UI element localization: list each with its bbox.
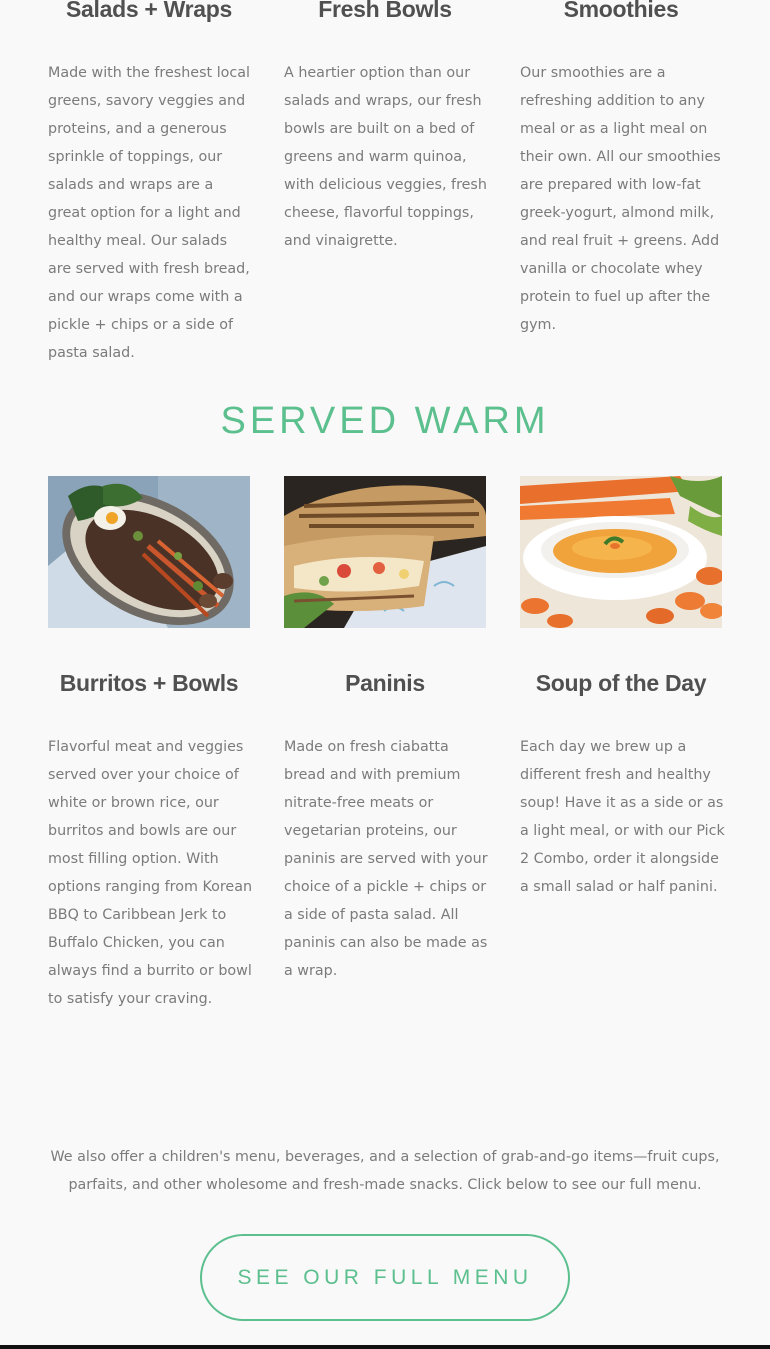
item-description: Made on fresh ciabatta bread and with premium nitrate-free meats or vegetarian proteins, our paninis are served with your choice of a pickle + chips or a side of pasta salad. All paninis can also be made as a wrap. <box>284 739 488 979</box>
item-title: Fresh Bowls <box>318 0 452 22</box>
see-full-menu-button[interactable]: SEE OUR FULL MENU <box>200 1234 570 1321</box>
item-title: Salads + Wraps <box>65 0 233 22</box>
footer-text: We also offer a children's menu, beverages, and a selection of grab-and-go items—fruit cups, parfaits, and other wholesome and fresh-made snacks. Click below to see our full menu. <box>50 1149 720 1193</box>
item-title: Paninis <box>345 670 425 696</box>
item-description: Flavorful meat and veggies served over your choice of white or brown rice, our burritos and bowls are our most filling option. With options ranging from Korean BBQ to Caribbean Jerk to Buffalo Chicken, you can always find a burrito or bowl to satisfy your craving. <box>48 739 253 1007</box>
item-description: Made with the freshest local greens, savory veggies and proteins, and a generous sprinkle of toppings, our salads and wraps are a great option for a light and healthy meal. Our salads are served with fresh bread, and our wraps come with a pickle + chips or a side of pasta salad. <box>48 65 251 361</box>
item-description: Our smoothies are a refreshing addition to any meal or as a light meal on their own. All our smoothies are prepared with low-fat greek-yogurt, almond milk, and real fruit + greens. Add vanilla or chocolate whey protein to fuel up after the gym. <box>520 65 721 333</box>
item-title: Soup of the Day <box>535 670 707 696</box>
panini-photo <box>284 476 486 628</box>
item-title: Burritos + Bowls <box>59 670 239 696</box>
soup-photo <box>520 476 722 628</box>
section-heading: SERVED WARM <box>220 400 550 442</box>
item-description: A heartier option than our salads and wraps, our fresh bowls are built on a bed of greens and warm quinoa, with delicious veggies, fresh cheese, flavorful toppings, and vinaigrette. <box>284 65 487 249</box>
bottom-divider <box>0 1345 770 1349</box>
item-title: Smoothies <box>563 0 679 22</box>
burrito-bowl-photo <box>48 476 250 628</box>
item-description: Each day we brew up a different fresh and healthy soup! Have it as a side or as a light meal, or with our Pick 2 Combo, order it alongside a small salad or half panini. <box>520 739 725 895</box>
